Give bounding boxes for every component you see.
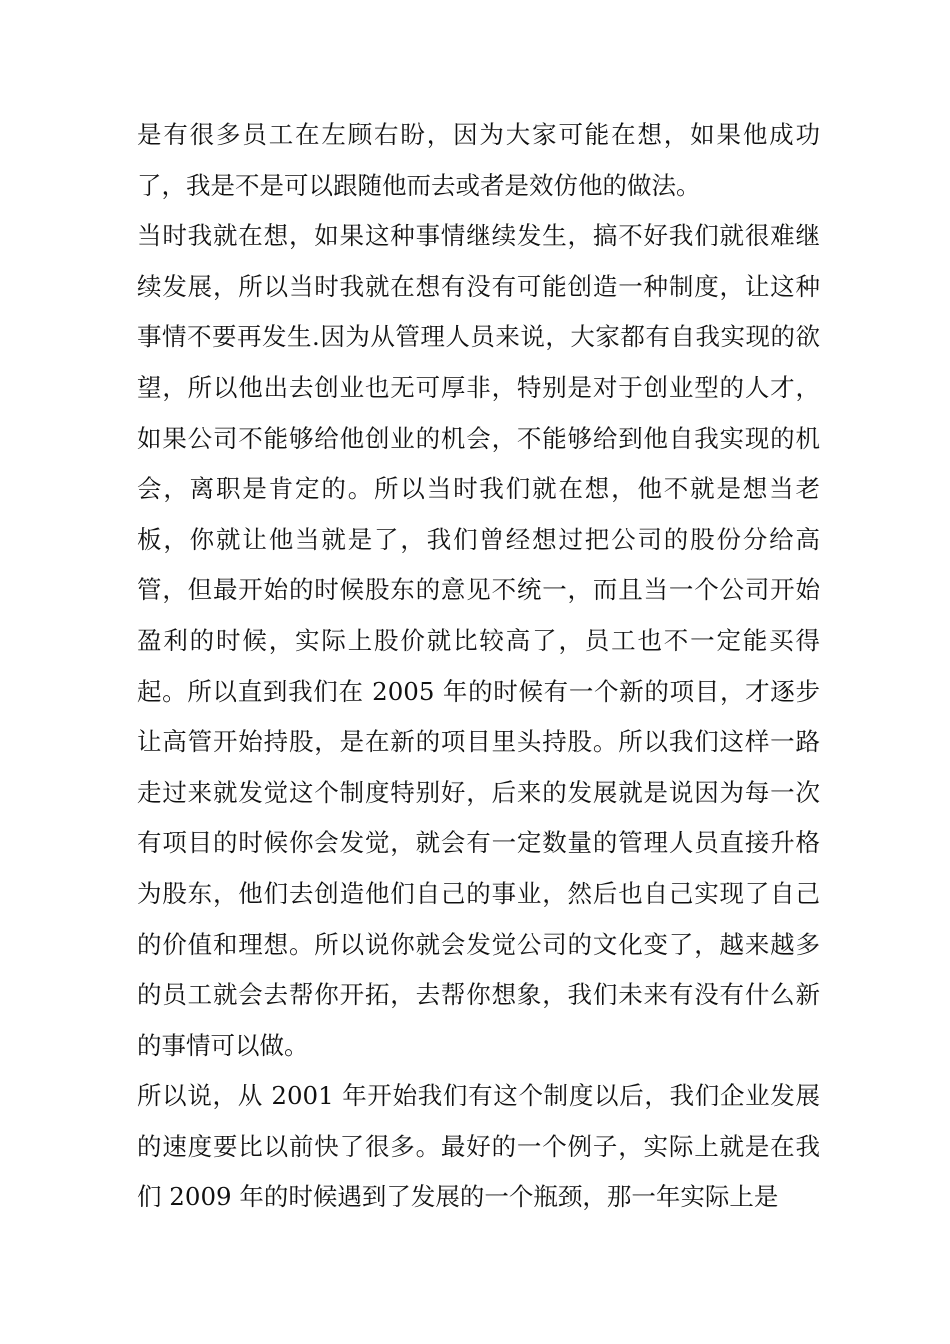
paragraph-2: 当时我就在想，如果这种事情继续发生，搞不好我们就很难继续发展，所以当时我就在想有没有可能创造一种制度，让这种事情不要再发生.因为从管理人员来说，大家都有自我实现的欲望，所以他出去创业也无可厚非，特别是对于创业型的人才，如果公司不能够给他创业的机会，不能够给到他自我实现的机会，离职是肯定的。所以当时我们就在想，他不就是想当老板，你就让他当就是了，我们曾经想过把公司的股份分给高管，但最开始的时候股东的意见不统一，而且当一个公司开始盈利的时候，实际上股价就比较高了，员工也不一定能买得起。所以直到我们在 2005 年的时候有一个新的项目，才逐步让高管开始持股，是在新的项目里头持股。所以我们这样一路走过来就发觉这个制度特别好，后来的发展就是说因为每一次有项目的时候你会发觉，就会有一定数量的管理人员直接升格为股东，他们去创造他们自己的事业，然后也自己实现了自己的价值和理想。所以说你就会发觉公司的文化变了，越来越多的员工就会去帮你开拓，去帮你想象，我们未来有没有什么新的事情可以做。 — [137, 221, 820, 1060]
paragraph-1: 是有很多员工在左顾右盼，因为大家可能在想，如果他成功了，我是不是可以跟随他而去或者是效仿他的做法。 — [137, 120, 820, 200]
body-text — [137, 110, 820, 1223]
paragraph-3: 所以说，从 2001 年开始我们有这个制度以后，我们企业发展的速度要比以前快了很多。最好的一个例子，实际上就是在我们 2009 年的时候遇到了发展的一个瓶颈，那一年实际上是 — [137, 1081, 820, 1212]
